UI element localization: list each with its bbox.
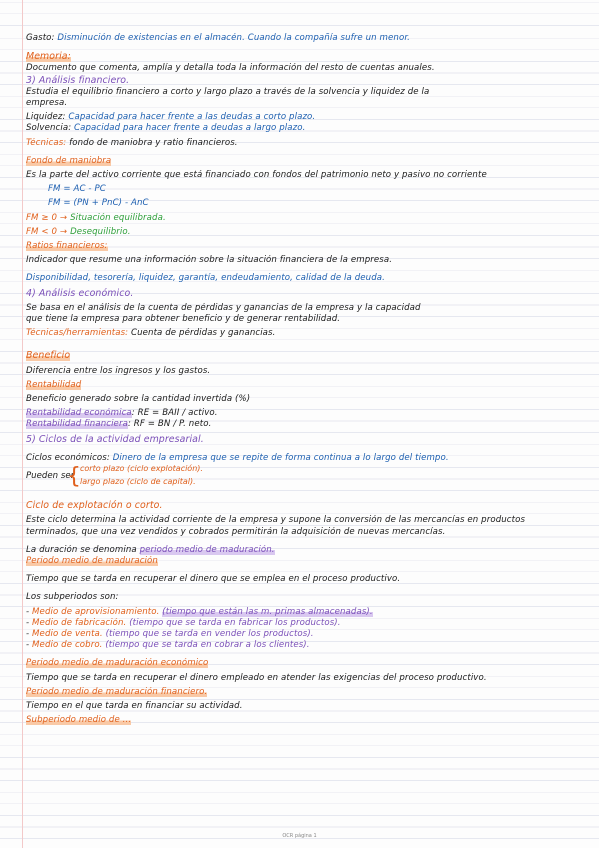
note-text: Técnicas: [26, 137, 70, 148]
note-line [26, 273, 592, 284]
note-line [26, 434, 592, 446]
note-text: Tiempo que se tarda en recuperar el dinero empleado en atender las exigencias del proceso productivo. [26, 672, 487, 683]
note-line [26, 687, 592, 698]
note-line [26, 453, 592, 464]
note-line [26, 629, 592, 640]
note-text: Capacidad para hacer frente a las deudas a corto plazo. [68, 112, 316, 123]
note-line [26, 607, 592, 618]
note-text: Documento que comenta, amplía y detalla toda la información del resto de cuentas anuales. [26, 63, 435, 74]
note-text: que tiene la empresa para obtener beneficio y de generar rentabilidad. [26, 314, 341, 325]
note-text: (tiempo que se tarda en vender los productos). [105, 628, 314, 639]
line-gap [26, 585, 592, 592]
note-text: FM ≥ 0 → [26, 212, 71, 223]
note-line [26, 701, 592, 712]
note-line [26, 51, 592, 63]
note-text: Fondo de maniobra [26, 155, 112, 166]
note-text: Memoria: [26, 51, 71, 63]
note-text: Tiempo en el que tarda en financiar su actividad. [26, 700, 243, 711]
notes-content [26, 33, 592, 726]
note-text: Se basa en el análisis de la cuenta de pérdidas y ganancias de la empresa y la capacidad [26, 302, 421, 313]
note-line [26, 618, 592, 629]
note-line [26, 545, 592, 556]
note-line [26, 98, 592, 109]
note-line [26, 640, 592, 651]
note-text: FM = AC - PC [48, 184, 106, 195]
note-line [26, 303, 592, 314]
brace-key: Pueden ser [26, 471, 75, 482]
brace-icon: { [67, 464, 81, 490]
note-line [26, 198, 592, 209]
note-line [26, 33, 592, 44]
note-text: : RE = BAII / activo. [131, 408, 218, 419]
note-text: (tiempo que se tarda en fabricar los productos). [129, 617, 341, 628]
line-gap [26, 489, 592, 500]
note-line [26, 184, 592, 195]
note-text: Beneficio [26, 350, 71, 362]
note-text: Tiempo que se tarda en recuperar el dinero que se emplea en el proceso productivo. [26, 574, 401, 585]
note-line [26, 527, 592, 538]
line-gap [26, 266, 592, 273]
brace-item: largo plazo (ciclo de capital). [80, 477, 196, 487]
note-text: Solvencia: [26, 123, 75, 134]
note-line [26, 314, 592, 325]
note-text: Periodo medio de maduración financiero. [26, 686, 208, 697]
note-text: Periodo medio de maduración [26, 555, 158, 566]
note-line [26, 556, 592, 567]
note-text: Rentabilidad financiera [26, 419, 128, 430]
note-line [26, 112, 592, 123]
note-text: Indicador que resume una información sobre la situación financiera de la empresa. [26, 255, 393, 266]
note-text: Gasto: [26, 33, 58, 43]
note-line [26, 408, 592, 419]
note-text: periodo medio de maduración. [139, 544, 275, 555]
note-text: Rentabilidad económica [26, 408, 132, 419]
note-text: (tiempo que están las m. primas almacenadas). [162, 606, 373, 617]
line-gap [26, 446, 592, 453]
note-text: Técnicas/herramientas: [26, 328, 131, 339]
note-line [26, 380, 592, 391]
note-text: Medio de cobro. [32, 640, 106, 651]
note-line [26, 366, 592, 377]
note-text: - [26, 628, 33, 639]
line-gap [26, 44, 592, 51]
note-text: Disponibilidad, tesorería, liquidez, garantía, endeudamiento, calidad de la deuda. [26, 273, 385, 284]
margin-line [22, 0, 23, 848]
note-text: Cuenta de pérdidas y ganancias. [131, 328, 276, 339]
note-line [26, 350, 592, 362]
note-line [26, 138, 592, 149]
note-text: Ciclos económicos: [26, 452, 113, 463]
note-text: Rentabilidad [26, 379, 82, 390]
note-text: Liquidez: [26, 112, 69, 123]
note-text: Dinero de la empresa que se repite de forma continua a lo largo del tiempo. [112, 452, 449, 463]
note-text: 4) Análisis económico. [26, 287, 134, 299]
note-text: 5) Ciclos de la actividad empresarial. [26, 433, 204, 445]
brace-group [26, 464, 592, 489]
note-text: - [26, 617, 33, 628]
note-line [26, 241, 592, 252]
note-text: Los subperiodos son: [26, 592, 119, 603]
note-line [26, 63, 592, 74]
note-line [26, 227, 592, 238]
note-text: - [26, 606, 33, 617]
note-text: fondo de maniobra y ratio financieros. [69, 137, 238, 148]
note-line [26, 515, 592, 526]
note-text: terminados, que una vez vendidos y cobrados permitirán la adquisición de nuevas mercancías. [26, 526, 446, 537]
note-text: - [26, 640, 33, 651]
note-line [26, 500, 592, 512]
note-line [26, 288, 592, 300]
note-text: FM = (PN + PnC) - AnC [48, 198, 149, 209]
note-line [26, 156, 592, 167]
note-line [26, 419, 592, 430]
note-line [26, 673, 592, 684]
note-text: La duración se denomina [26, 544, 140, 555]
note-text: Capacidad para hacer frente a deudas a largo plazo. [74, 123, 306, 134]
note-text: Estudia el equilibrio financiero a corto y largo plazo a través de la solvencia y liquidez de la [26, 86, 430, 97]
note-text: Periodo medio de maduración económico [26, 658, 209, 669]
note-text: Medio de venta. [32, 628, 106, 639]
line-gap [26, 651, 592, 658]
note-text: Situación equilibrada. [70, 212, 166, 223]
note-line [26, 574, 592, 585]
note-line [26, 592, 592, 603]
note-line [26, 75, 592, 87]
note-text: Subperiodo medio de ... [26, 715, 132, 726]
note-text: : RF = BN / P. neto. [127, 419, 212, 430]
note-text: Medio de fabricación. [32, 617, 130, 628]
line-gap [26, 567, 592, 574]
note-text: Diferencia entre los ingresos y los gastos. [26, 365, 211, 376]
note-text: Beneficio generado sobre la cantidad invertida (%) [26, 394, 251, 405]
note-line [26, 658, 592, 669]
note-text: Es la parte del activo corriente que está financiado con fondos del patrimonio neto y pasivo no corriente [26, 170, 487, 181]
note-text: 3) Análisis financiero. [26, 74, 130, 86]
note-line [26, 715, 592, 726]
note-text: Ciclo de explotación o corto. [26, 500, 163, 512]
brace-item: corto plazo (ciclo explotación). [80, 464, 203, 474]
note-text: Ratios financieros: [26, 241, 108, 252]
note-text: Desequilibrio. [70, 226, 131, 237]
note-line [26, 87, 592, 98]
note-text: empresa. [26, 98, 68, 109]
note-line [26, 255, 592, 266]
page-footer: OCR página 1 [282, 833, 317, 839]
note-line [26, 213, 592, 224]
line-gap [26, 339, 592, 350]
note-line [26, 328, 592, 339]
note-text: FM < 0 → [26, 226, 71, 237]
note-text: Medio de aprovisionamiento. [32, 606, 163, 617]
line-gap [26, 538, 592, 545]
note-text: Este ciclo determina la actividad corriente de la empresa y supone la conversión de las mercancías en productos [26, 515, 526, 526]
line-gap [26, 149, 592, 156]
note-text: (tiempo que se tarda en cobrar a los clientes). [105, 640, 310, 651]
note-line [26, 170, 592, 181]
note-text: Disminución de existencias en el almacén. Cuando la compañía sufre un menor. [57, 33, 410, 43]
note-line [26, 394, 592, 405]
note-line [26, 123, 592, 134]
